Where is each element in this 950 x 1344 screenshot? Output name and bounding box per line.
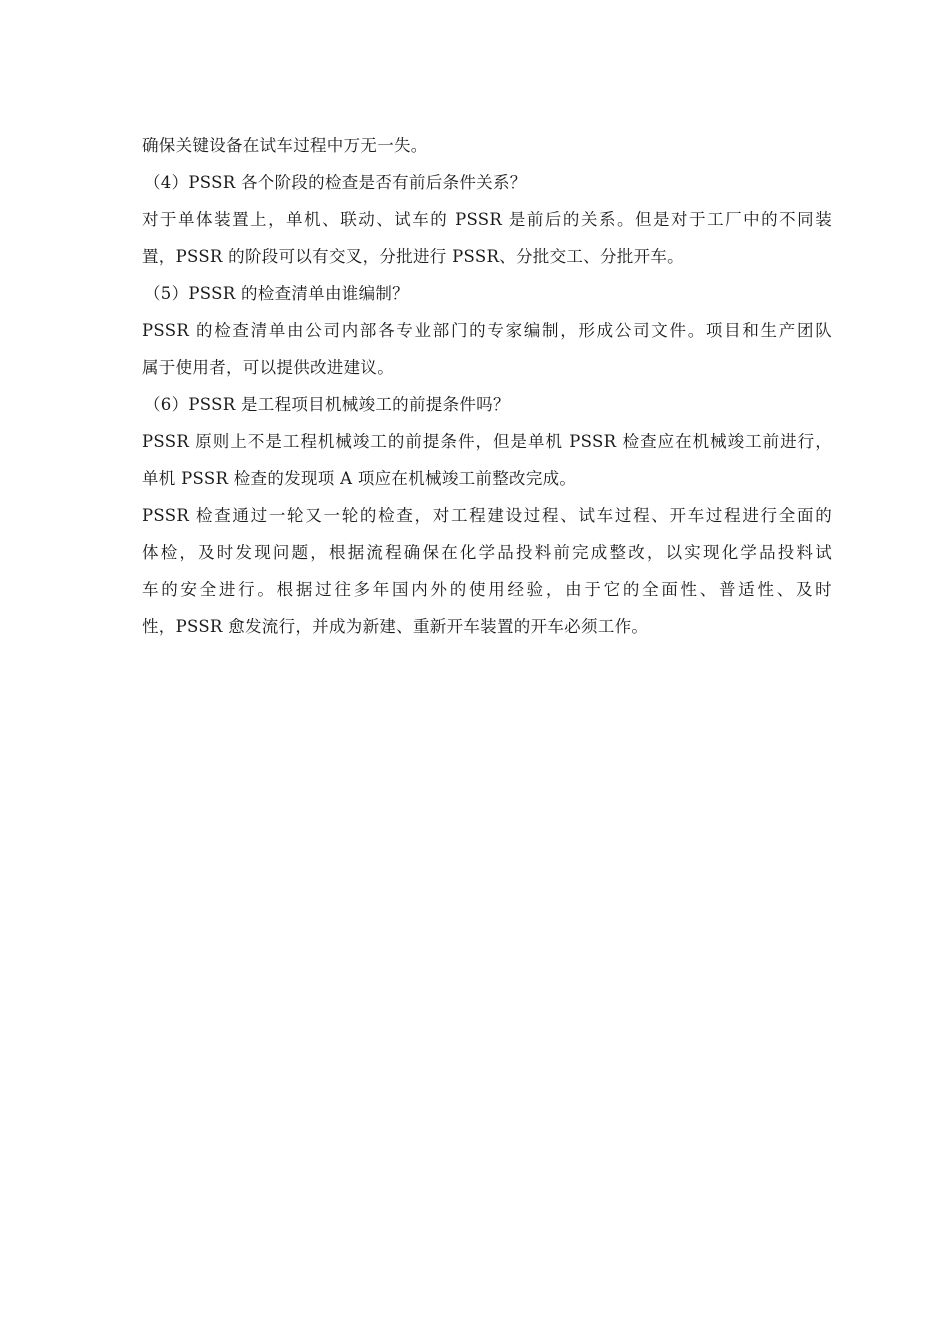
paragraph-line: 单机 PSSR 检查的发现项 A 项应在机械竣工前整改完成。 — [142, 469, 577, 488]
paragraph-line: 体检，及时发现问题，根据流程确保在化学品投料前完成整改，以实现化学品投料试 — [142, 543, 832, 562]
paragraph-line: PSSR 原则上不是工程机械竣工的前提条件，但是单机 PSSR 检查应在机械竣工前进行， — [142, 432, 832, 451]
question-heading: （5）PSSR 的检查清单由谁编制？ — [144, 284, 409, 303]
question-heading: （4）PSSR 各个阶段的检查是否有前后条件关系？ — [144, 173, 527, 192]
paragraph-line: PSSR 的检查清单由公司内部各专业部门的专家编制，形成公司文件。项目和生产团队 — [142, 321, 832, 340]
document-body — [142, 127, 832, 645]
paragraph-line: 对于单体装置上，单机、联动、试车的 PSSR 是前后的关系。但是对于工厂中的不同装 — [142, 210, 832, 229]
paragraph-line: 置，PSSR 的阶段可以有交叉，分批进行 PSSR、分批交工、分批开车。 — [142, 247, 684, 266]
paragraph-line: 属于使用者，可以提供改进建议。 — [142, 358, 394, 377]
paragraph-line: 确保关键设备在试车过程中万无一失。 — [142, 136, 428, 155]
paragraph-line: 性，PSSR 愈发流行，并成为新建、重新开车装置的开车必须工作。 — [142, 617, 649, 636]
paragraph-line: 车的安全进行。根据过往多年国内外的使用经验，由于它的全面性、普适性、及时 — [142, 580, 832, 599]
question-heading: （6）PSSR 是工程项目机械竣工的前提条件吗？ — [144, 395, 510, 414]
paragraph-line: PSSR 检查通过一轮又一轮的检查，对工程建设过程、试车过程、开车过程进行全面的 — [142, 506, 832, 525]
